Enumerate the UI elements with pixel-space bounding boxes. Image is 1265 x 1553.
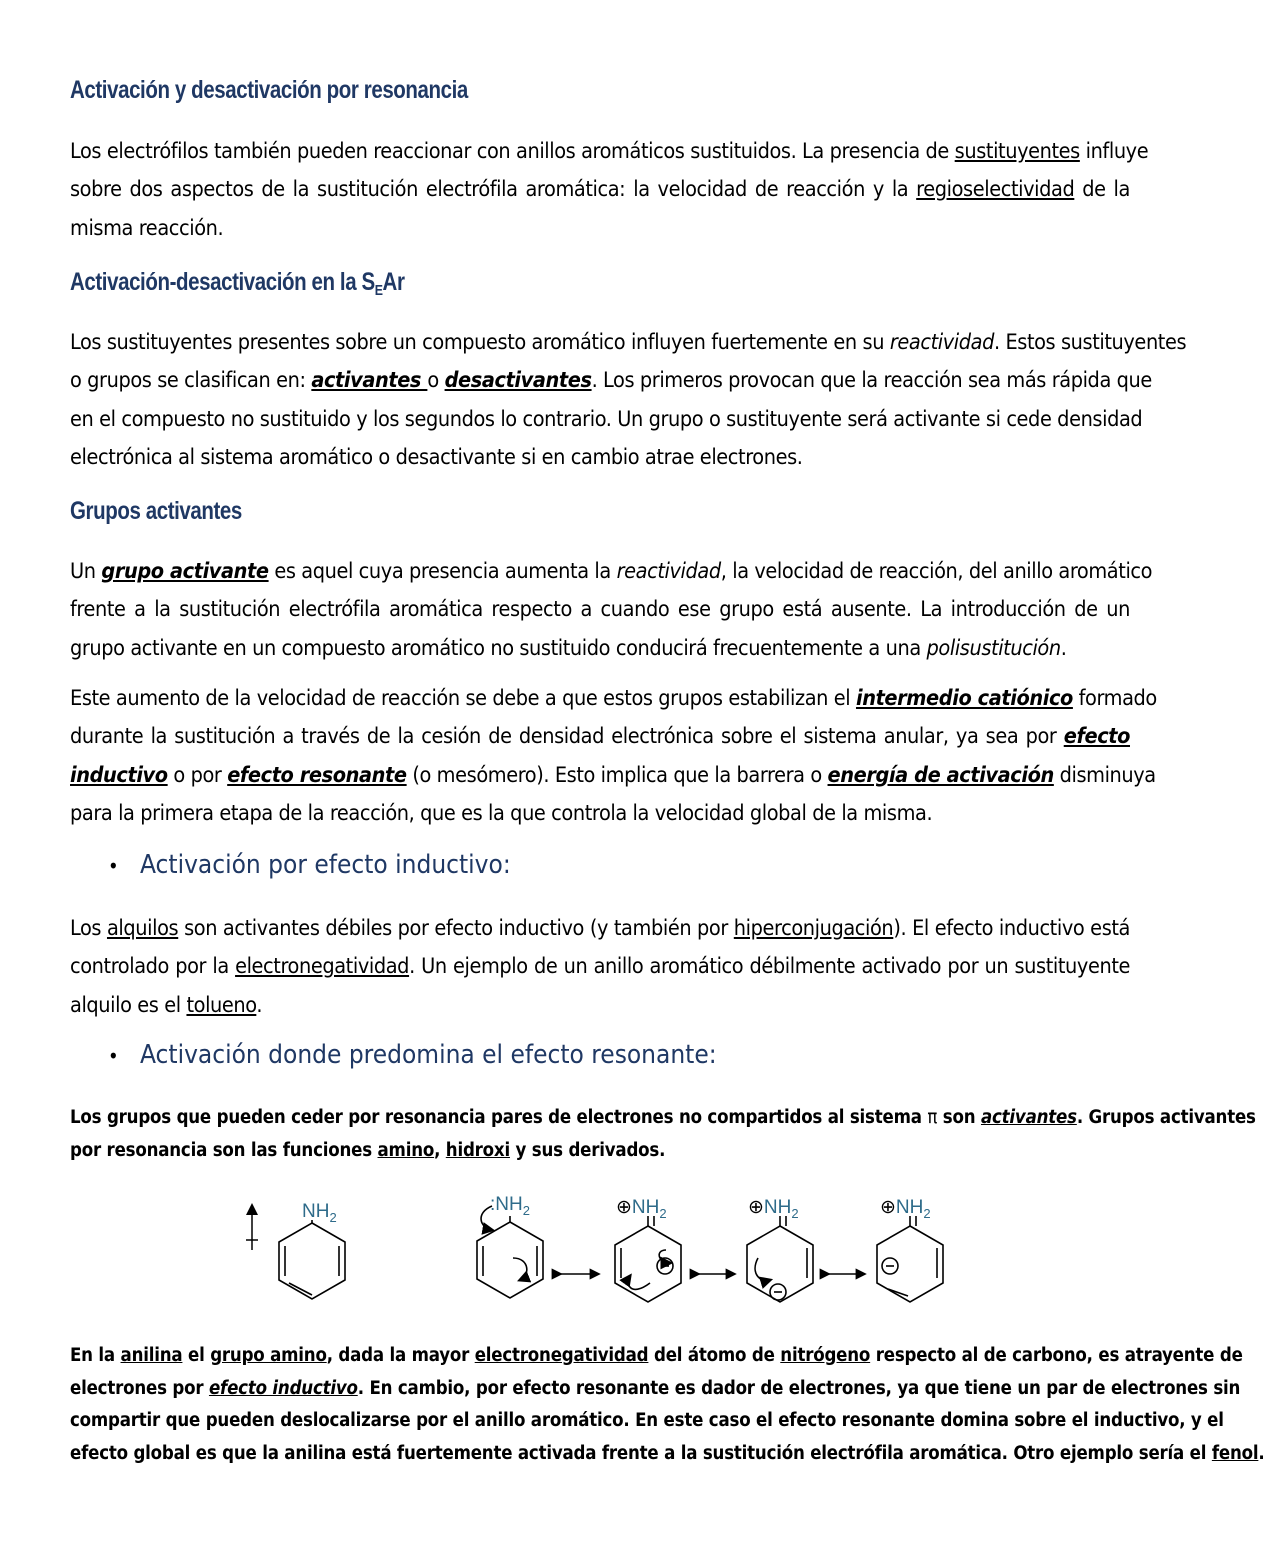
text-line: o grupos se clasifican en: activantes o desactivantes. Los primeros provocan que la reacción sea más rápida que bbox=[70, 368, 1152, 394]
link-fenol[interactable]: fenol bbox=[1211, 1442, 1259, 1464]
paragraph-grupo-activante bbox=[70, 553, 1153, 668]
paragraph-alquilos bbox=[70, 910, 1130, 1025]
link-activantes[interactable]: activantes bbox=[311, 368, 428, 394]
text-line: compartir que pueden deslocalizarse por el anillo aromático. En este caso el efecto resonante domina sobre el inductivo, y el bbox=[70, 1410, 1224, 1432]
text-line: controlado por la electronegatividad. Un ejemplo de un anillo aromático débilmente activado por un sustituyente bbox=[70, 954, 1131, 980]
text-line: Este aumento de la velocidad de reacción se debe a que estos grupos estabilizan el intermedio catiónico formado bbox=[70, 686, 1157, 711]
bullet-dot: • bbox=[108, 1043, 119, 1068]
text-line: electrones por efecto inductivo. En cambio, por efecto resonante es dador de electrones, ya que tiene un par de electrones sin bbox=[70, 1377, 1241, 1399]
text-line: grupo activante en un compuesto aromático no sustituido conducirá frecuentemente a una polisustitución. bbox=[70, 635, 1067, 661]
link-nitrogeno[interactable]: nitrógeno bbox=[780, 1345, 871, 1366]
link-alquilos[interactable]: alquilos bbox=[106, 916, 179, 941]
text-line: Un grupo activante es aquel cuya presencia aumenta la reactividad, la velocidad de reacción, del anillo aromático bbox=[70, 559, 1153, 584]
text-line: para la primera etapa de la reacción, que es la que controla la velocidad global de la misma. bbox=[70, 801, 933, 827]
link-efecto-inductivo-cont[interactable]: inductivo bbox=[70, 762, 168, 788]
bullet-efecto-resonante: • Activación donde predomina el efecto resonante: bbox=[108, 1040, 717, 1070]
paragraph-aumento-velocidad bbox=[70, 680, 1157, 834]
text-line: por resonancia son las funciones amino, hidroxi y sus derivados. bbox=[70, 1139, 666, 1161]
text-line: electrónica al sistema aromático o desactivante si en cambio atrae electrones. bbox=[70, 445, 803, 471]
heading-grupos-activantes: Grupos activantes bbox=[70, 497, 242, 525]
text-line: Los grupos que pueden ceder por resonancia pares de electrones no compartidos al sistema π son activantes. Grupos activantes bbox=[70, 1107, 1256, 1128]
link-sustituyentes[interactable]: sustituyentes bbox=[954, 139, 1080, 164]
link-amino[interactable]: amino bbox=[377, 1139, 435, 1161]
link-electronegatividad-2[interactable]: electronegatividad bbox=[474, 1345, 649, 1366]
text-line: durante la sustitución a través de la cesión de densidad electrónica sobre el sistema anular, ya sea por efecto bbox=[70, 724, 1130, 750]
dipole-arrow-icon bbox=[246, 1206, 258, 1250]
text-line: sobre dos aspectos de la sustitución electrófila aromática: la velocidad de reacción y la regioselectividad de la bbox=[70, 177, 1130, 203]
paragraph-resonancia bbox=[70, 1102, 1256, 1167]
text-line: frente a la sustitución electrófila aromática respecto a cuando ese grupo está ausente. La introducción de un bbox=[70, 597, 1130, 623]
text-line: inductivo o por efecto resonante (o mesómero). Esto implica que la barrera o energía de activación disminuya bbox=[70, 762, 1156, 788]
link-electronegatividad[interactable]: electronegatividad bbox=[235, 954, 410, 980]
link-efecto-inductivo[interactable]: efecto bbox=[1063, 724, 1130, 750]
resonance-1-nh2-label: $:NH_2$ bbox=[490, 1194, 530, 1218]
paragraph-sustituyentes bbox=[70, 324, 1187, 478]
aniline-structure bbox=[279, 1220, 345, 1299]
heading-activacion-resonancia: Activación y desactivación por resonancia bbox=[70, 76, 468, 104]
link-grupo-activante[interactable]: grupo activante bbox=[101, 559, 269, 584]
text-line: alquilo es el tolueno. bbox=[70, 992, 263, 1018]
link-efecto-inductivo-2[interactable]: efecto inductivo bbox=[208, 1377, 358, 1399]
link-efecto-resonante[interactable]: efecto resonante bbox=[227, 762, 407, 788]
link-activantes-resonancia[interactable]: activantes bbox=[980, 1107, 1077, 1128]
text-line: en el compuesto no sustituido y los segundos lo contrario. Un grupo o sustituyente será activante si cede densidad bbox=[70, 406, 1143, 432]
link-regioselectividad[interactable]: regioselectividad bbox=[916, 177, 1075, 203]
link-intermedio-cationico[interactable]: intermedio catiónico bbox=[855, 686, 1073, 711]
aniline-resonance-diagram bbox=[230, 1188, 960, 1328]
aniline-nh2-label: $NH_2$ bbox=[302, 1201, 337, 1225]
resonance-4-nh2-label: $\oplus NH_2$ bbox=[880, 1197, 931, 1221]
link-energia-activacion[interactable]: energía de activación bbox=[827, 762, 1054, 788]
paragraph-intro bbox=[70, 133, 1149, 248]
bullet-efecto-inductivo: • Activación por efecto inductivo: bbox=[108, 850, 511, 880]
resonance-3-nh2-label: $\oplus NH_2$ bbox=[748, 1197, 799, 1221]
link-grupo-amino[interactable]: grupo amino bbox=[210, 1345, 327, 1366]
text-line: En la anilina el grupo amino, dada la mayor electronegatividad del átomo de nitrógeno respecto al de carbono, es atrayente de bbox=[70, 1345, 1243, 1366]
link-tolueno[interactable]: tolueno bbox=[186, 992, 257, 1018]
link-anilina[interactable]: anilina bbox=[120, 1345, 183, 1366]
resonance-form-1 bbox=[477, 1206, 543, 1298]
link-hiperconjugacion[interactable]: hiperconjugación bbox=[733, 916, 894, 941]
resonance-form-4 bbox=[877, 1216, 943, 1302]
text-line: efecto global es que la anilina está fuertemente activada frente a la sustitución electrófila aromática. Otro ejemplo sería el fenol. bbox=[70, 1442, 1265, 1464]
resonance-form-2 bbox=[615, 1216, 681, 1302]
resonance-form-3 bbox=[747, 1216, 813, 1302]
text-line: Los sustituyentes presentes sobre un compuesto aromático influyen fuertemente en su reactividad. Estos sustituyentes bbox=[70, 330, 1187, 355]
text-line: Los alquilos son activantes débiles por efecto inductivo (y también por hiperconjugación). El efecto inductivo está bbox=[70, 916, 1131, 941]
text-line: Los electrófilos también pueden reaccionar con anillos aromáticos sustituidos. La presencia de sustituyentes influye bbox=[70, 139, 1149, 164]
text-line: misma reacción. bbox=[70, 215, 224, 241]
resonance-2-nh2-label: $\oplus NH_2$ bbox=[616, 1197, 667, 1221]
link-desactivantes[interactable]: desactivantes bbox=[444, 368, 592, 394]
heading-activacion-desactivacion-sear: Activación-desactivación en la $S_EAr$ bbox=[70, 268, 405, 299]
link-hidroxi[interactable]: hidroxi bbox=[445, 1139, 510, 1161]
bullet-dot: • bbox=[108, 853, 119, 878]
paragraph-anilina bbox=[70, 1340, 1265, 1470]
